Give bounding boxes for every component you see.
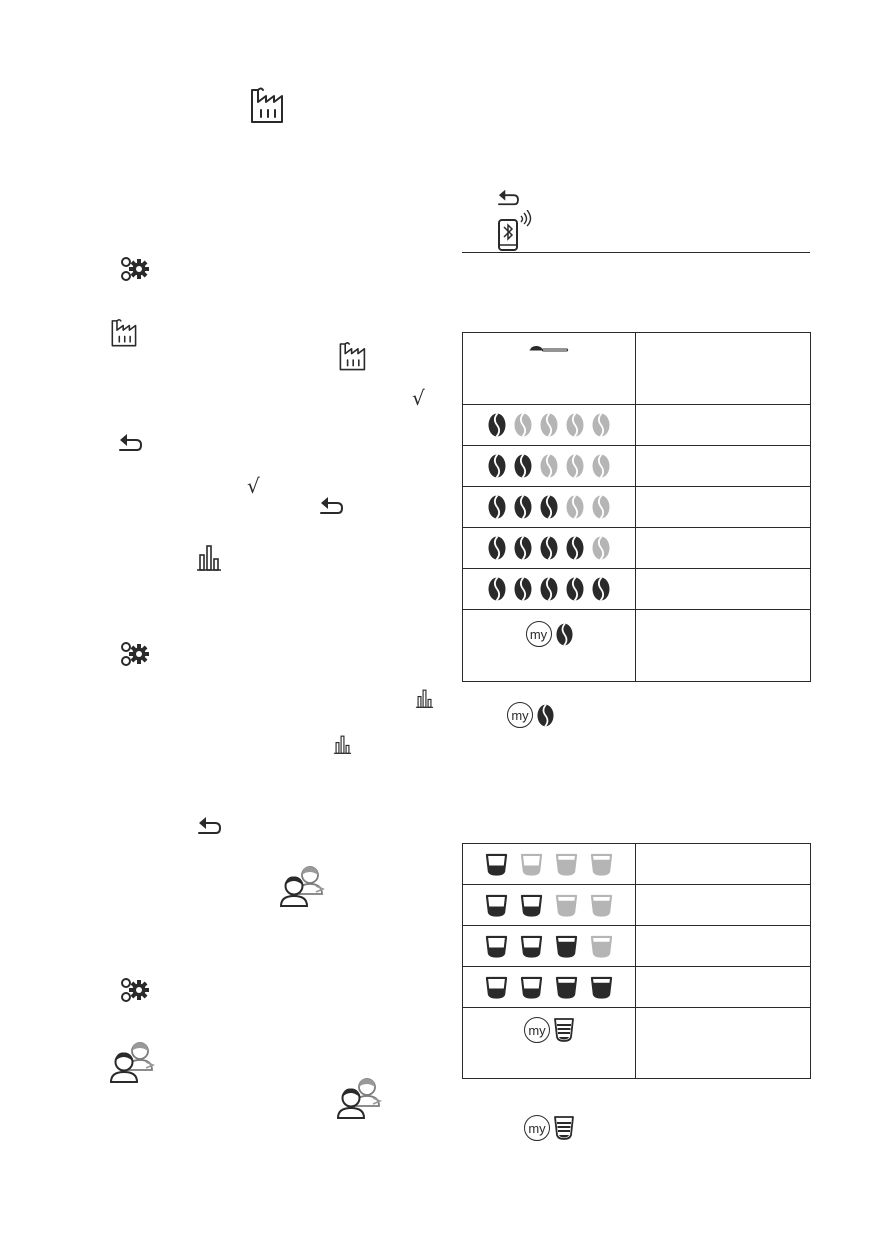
gear-icon <box>118 255 150 283</box>
cup-icon <box>485 894 508 917</box>
cup-icon <box>520 853 543 876</box>
my-badge: my <box>524 1017 550 1043</box>
cup-quantity-cell <box>463 844 636 885</box>
my-aroma-cell <box>463 610 636 682</box>
cup-icon <box>555 894 578 917</box>
aroma-strength-table <box>462 332 811 682</box>
coffee-bean-icon <box>566 454 584 478</box>
coffee-bean-icon <box>488 577 506 601</box>
back-arrow-icon <box>318 494 344 516</box>
table-row <box>463 1008 811 1079</box>
back-arrow-icon <box>117 431 143 453</box>
coffee-bean-icon <box>488 413 506 437</box>
coffee-bean-icon <box>566 577 584 601</box>
cup-icon <box>485 935 508 958</box>
my-aroma-symbol <box>507 702 554 728</box>
factory-icon <box>110 317 141 348</box>
coffee-scoop-icon <box>529 343 569 357</box>
my-quantity-symbol <box>524 1115 574 1141</box>
coffee-bean-icon <box>540 577 558 601</box>
coffee-bean-icon <box>540 413 558 437</box>
cup-icon <box>555 853 578 876</box>
back-arrow-icon <box>196 814 222 836</box>
bean-strength-cell <box>463 569 636 610</box>
bean-strength-cell <box>463 487 636 528</box>
table-row <box>463 528 811 569</box>
coffee-quantity-table <box>462 843 811 1079</box>
user-profile-icon <box>110 1040 156 1084</box>
bar-chart-icon <box>196 543 222 571</box>
back-arrow-icon <box>496 187 520 207</box>
bluetooth-phone-icon <box>496 210 536 252</box>
coffee-bean-icon <box>592 495 610 519</box>
scoop-cell <box>463 333 636 405</box>
coffee-bean-icon <box>514 577 532 601</box>
cup-quantity-cell <box>463 967 636 1008</box>
table-row <box>463 967 811 1008</box>
coffee-bean-icon <box>537 704 554 727</box>
factory-icon <box>338 340 370 372</box>
coffee-bean-icon <box>592 577 610 601</box>
bean-strength-cell <box>463 528 636 569</box>
table-row <box>463 926 811 967</box>
table-row <box>463 885 811 926</box>
table-row <box>463 405 811 446</box>
user-profile-icon <box>280 864 326 908</box>
cup-icon <box>520 935 543 958</box>
coffee-bean-icon <box>566 495 584 519</box>
coffee-bean-icon <box>488 536 506 560</box>
cup-icon <box>590 894 613 917</box>
table-row <box>463 446 811 487</box>
my-quantity-icon <box>554 1018 574 1042</box>
cup-icon <box>555 976 578 999</box>
bar-chart-icon <box>333 734 352 754</box>
my-quantity-cell <box>463 1008 636 1079</box>
cup-icon <box>590 935 613 958</box>
table-row <box>463 569 811 610</box>
bean-strength-cell <box>463 405 636 446</box>
cup-icon <box>590 853 613 876</box>
cup-icon <box>485 976 508 999</box>
coffee-bean-icon <box>514 495 532 519</box>
gear-icon <box>118 640 150 668</box>
factory-icon <box>249 85 289 125</box>
gear-icon <box>118 976 150 1004</box>
my-badge: my <box>507 702 533 728</box>
coffee-bean-icon <box>592 413 610 437</box>
my-badge: my <box>524 1115 550 1141</box>
bean-strength-cell <box>463 446 636 487</box>
coffee-bean-icon <box>566 536 584 560</box>
checkmark-icon: √ <box>247 474 260 498</box>
coffee-bean-icon <box>540 495 558 519</box>
coffee-bean-icon <box>488 454 506 478</box>
coffee-bean-icon <box>540 454 558 478</box>
coffee-bean-icon <box>566 413 584 437</box>
table-row <box>463 487 811 528</box>
coffee-bean-icon <box>592 454 610 478</box>
cup-icon <box>520 894 543 917</box>
coffee-bean-icon <box>514 413 532 437</box>
coffee-bean-icon <box>514 454 532 478</box>
coffee-bean-icon <box>514 536 532 560</box>
cup-quantity-cell <box>463 885 636 926</box>
section-divider <box>462 252 810 253</box>
my-quantity-icon <box>554 1116 574 1140</box>
coffee-bean-icon <box>540 536 558 560</box>
cup-icon <box>590 976 613 999</box>
my-badge: my <box>526 621 552 647</box>
checkmark-icon: √ <box>412 386 425 410</box>
user-profile-icon <box>337 1076 383 1120</box>
cup-icon <box>520 976 543 999</box>
table-row <box>463 333 811 405</box>
cup-quantity-cell <box>463 926 636 967</box>
table-row <box>463 610 811 682</box>
coffee-bean-icon <box>592 536 610 560</box>
table-row <box>463 844 811 885</box>
cup-icon <box>485 853 508 876</box>
coffee-bean-icon <box>556 623 573 646</box>
coffee-bean-icon <box>488 495 506 519</box>
cup-icon <box>555 935 578 958</box>
bar-chart-icon <box>415 688 434 708</box>
